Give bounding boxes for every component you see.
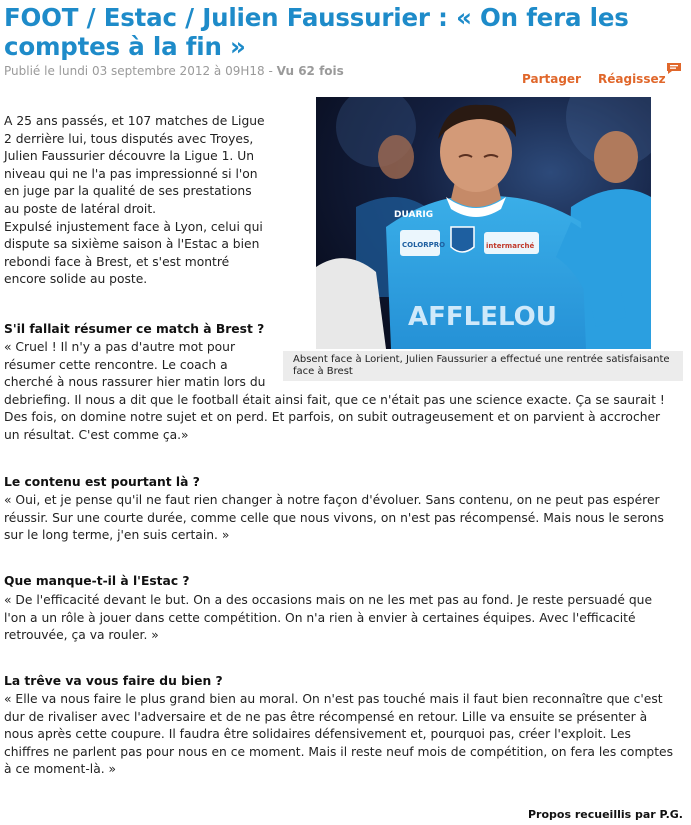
- answer-paragraph: [4, 492, 681, 545]
- text-line: « Oui, et je pense qu'il ne faut rien changer à notre façon d'évoluer. Sans contenu, on ne peut pas espérer: [4, 493, 660, 507]
- question-heading: Que manque-t-il à l'Estac ?: [4, 574, 190, 588]
- jersey-sponsor-chest: AFFLELOU: [408, 302, 557, 332]
- view-count: Vu 62 fois: [276, 64, 344, 78]
- football-player-image: [316, 97, 651, 349]
- text-line: en juge par la qualité de ses prestations: [4, 184, 252, 199]
- text-line: niveau qui ne l'a pas impressionné si l'on: [4, 166, 258, 181]
- text-line: à ce moment-là. »: [4, 762, 117, 777]
- text-line: réussir. Sur une courte durée, comme celle que nous vivons, on n'est pas récompensé. Mais nous le serons: [4, 510, 664, 525]
- react-link[interactable]: Réagissez: [598, 72, 666, 86]
- jersey-sponsor-right: intermarché: [486, 242, 535, 250]
- answer-paragraph: [4, 592, 681, 645]
- jersey-sponsor-left: COLORPRO: [402, 241, 446, 249]
- text-line: dispute sa sixième saison à l'Estac a bien: [4, 237, 260, 252]
- author-credit: Propos recueillis par P.G.: [528, 808, 683, 821]
- text-line: dur de rivaliser avec l'adversaire et de ne pas être récompensé en retour. Lille va ensuite se présenter à: [4, 709, 648, 724]
- text-line: retrouvée, ça va rouler. »: [4, 628, 159, 643]
- text-line: A 25 ans passés, et 107 matches de Ligue: [4, 114, 265, 128]
- text-line: un résultat. C'est comme ça.»: [4, 427, 189, 442]
- published-date: Publié le lundi 03 septembre 2012 à 09H18 -: [4, 64, 277, 78]
- share-link[interactable]: Partager: [522, 72, 581, 86]
- text-line: 2 derrière lui, tous disputés avec Troyes,: [4, 131, 254, 146]
- text-line: au poste de latéral droit.: [4, 201, 157, 216]
- text-line: Des fois, on domine notre sujet et on perd. Et parfois, on subit outrageusement et on parvient à accrocher: [4, 410, 661, 425]
- jersey-sponsor-top: DUARIG: [394, 210, 434, 220]
- text-line: « Elle va nous faire le plus grand bien au moral. On n'est pas touché mais il faut bien reconnaître que c'est: [4, 692, 663, 706]
- text-line: résumer cette rencontre. Le coach a: [4, 357, 228, 372]
- text-line: nous après cette coupure. Il faudra être solidaires défensivement et, pourquoi pas, créer l'exploit. Les: [4, 727, 631, 742]
- photo-caption: Absent face à Lorient, Julien Faussurier a effectué une rentrée satisfaisante face à Brest: [283, 351, 683, 381]
- text-line: cherché à nous rassurer hier matin lors du: [4, 375, 266, 390]
- article-title: FOOT / Estac / Julien Faussurier : « On fera les comptes à la fin »: [4, 3, 629, 61]
- text-line: Julien Faussurier découvre la Ligue 1. Un: [4, 149, 255, 164]
- text-line: sur le long terme, j'en suis certain. »: [4, 528, 230, 543]
- text-line: Expulsé injustement face à Lyon, celui qui: [4, 219, 263, 234]
- comment-bubble-icon[interactable]: [666, 62, 682, 75]
- text-line: « Cruel ! Il n'y a pas d'autre mot pour: [4, 340, 236, 354]
- text-line: encore solide au poste.: [4, 272, 148, 287]
- text-line: « De l'efficacité devant le but. On a des occasions mais on ne les met pas au fond. Je reste persuadé que: [4, 593, 653, 607]
- question-heading: Le contenu est pourtant là ?: [4, 475, 200, 489]
- text-line: l'on a un rôle à jouer dans cette compétition. On n'a rien à envier à certaines équipes. Avec l'efficacité: [4, 610, 636, 625]
- answer-paragraph: [4, 339, 681, 445]
- intro-paragraph: [4, 113, 276, 289]
- publication-meta: [4, 64, 344, 78]
- question-heading: La trêve va vous faire du bien ?: [4, 674, 223, 688]
- text-line: rebondi face à Brest, et s'est montré: [4, 254, 230, 269]
- answer-paragraph: [4, 691, 681, 779]
- text-line: chiffres ne parlent pas pour nous en ce moment. Mais il reste neuf mois de compétition, on fera les comptes: [4, 744, 674, 759]
- article-photo[interactable]: [316, 97, 651, 349]
- question-heading: S'il fallait résumer ce match à Brest ?: [4, 322, 265, 336]
- text-line: debriefing. Il nous a dit que le football était ainsi fait, que ce n'était pas une science exacte. Ça se saurait !: [4, 392, 665, 407]
